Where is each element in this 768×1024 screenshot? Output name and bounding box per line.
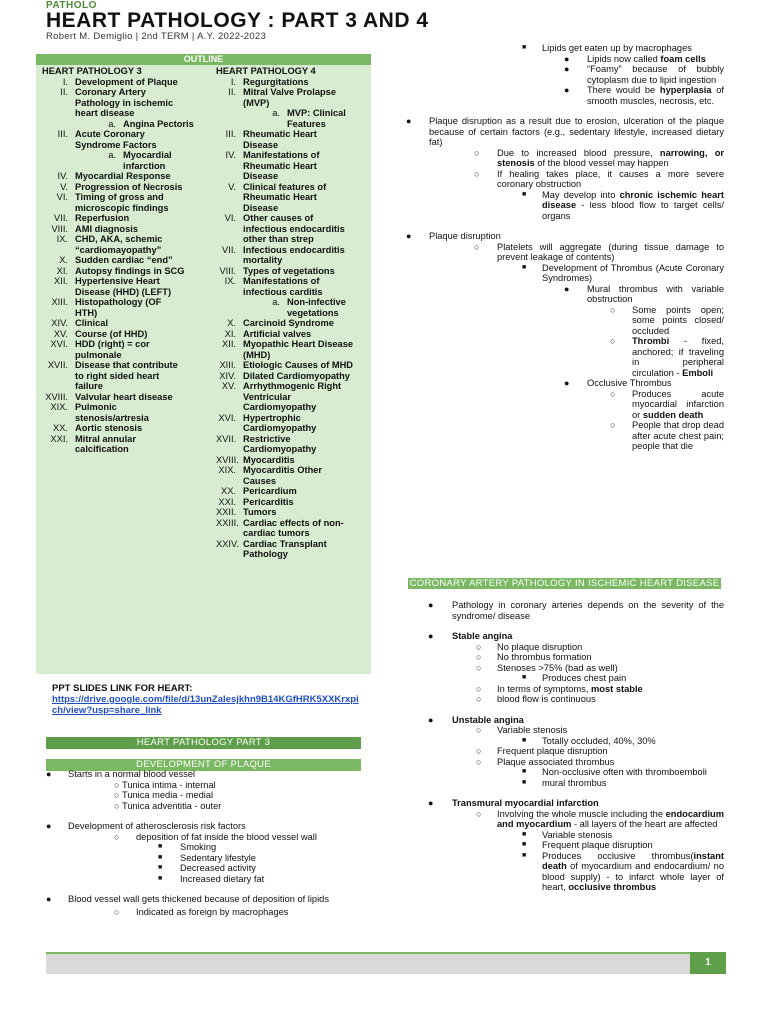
outline-item-label: Manifestations of Rheumatic Heart Disease [243,150,320,181]
outline-item [42,119,202,130]
list-item: No plaque disruption [497,641,583,652]
outline-item-label: MVP: Clinical Features [287,108,346,129]
outline-item-label: Other causes of infectious endocarditis other than strep [243,213,345,244]
outline-item-label: Hypertrophic Cardiomyopathy [243,412,317,433]
list-item: “Foamy” because of bubbly cytoplasm due to lipid ingestion [587,64,724,85]
outline-item-number: XVIII. [45,391,68,402]
outline-item-label: Dilated Cardiomyopathy [243,370,350,381]
outline-item-label: Arrhythmogenic Right Ventricular Cardiomyopathy [243,381,342,412]
outline-item-number: VII. [54,213,68,223]
list-item: Mural thrombus with variable obstruction [587,283,724,304]
outline-item-number: III. [57,129,68,139]
outline-item-number: XXII. [216,507,237,517]
page-title: HEART PATHOLOGY : PART 3 AND 4 [46,9,429,32]
list-item: Produces chest pain [542,673,627,683]
outline-item-label: Mitral annular calcification [75,433,136,454]
bold-term: foam cells [660,53,706,64]
outline-item-label: Artificial valves [243,328,312,339]
outline-right-title: HEART PATHOLOGY 4 [216,66,316,76]
list-item: deposition of fat inside the blood vessel wall [136,831,317,842]
list-item: Decreased activity [180,863,256,873]
list-item: Indicated as foreign by macrophages [136,906,289,917]
list-item: Non-occlusive often with thromboemboli [542,767,707,777]
outline-item-number: IX. [56,234,68,244]
bold-term: instant death [542,850,724,871]
outline-item-number: XX. [53,423,68,433]
list-item: If healing takes place, it causes a more severe coronary obstruction [497,168,724,189]
plaque-bar: DEVELOPMENT OF PLAQUE [46,759,361,771]
list-item: Produces occlusive thrombus( [542,850,694,861]
outline-item-number: a. [272,108,280,118]
list-item: There would be [587,85,660,95]
outline-item [42,234,202,255]
outline-item [216,497,366,508]
outline-item-number: IV. [57,171,68,181]
outline-item [216,413,366,434]
outline-item [42,171,202,182]
outline-item-label: Manifestations of infectious carditis [243,276,323,297]
list-item: Plaque associated thrombus [497,756,615,767]
outline-item-label: Clinical [75,318,109,328]
outline-item [216,381,366,413]
list-item: Frequent plaque disruption [542,840,653,850]
list-item: Starts in a normal blood vessel [68,769,196,779]
stable-angina-heading: Stable angina [452,631,513,641]
outline-item-label: Myocardial infarction [123,150,172,171]
outline-item [216,434,366,455]
list-item: mural thrombus [542,777,607,788]
outline-item [216,297,366,318]
outline-item [42,318,202,329]
outline-item [42,266,202,277]
list-item: Tunica adventitia - outer [122,800,222,811]
outline-left-title: HEART PATHOLOGY 3 [42,66,142,76]
outline-item-label: Valvular heart disease [75,391,173,402]
outline-item-number: XII. [222,339,236,349]
outline-item-label: Pericardium [243,486,297,496]
outline-item [42,192,202,213]
outline-item-number: a. [108,150,116,160]
bold-term: Emboli [682,367,714,378]
outline-item [216,486,366,497]
outline-item-number: III. [225,129,236,139]
outline-item-label: Cardiac Transplant Pathology [243,538,327,559]
outline-item-number: VIII. [51,223,68,234]
outline-item-label: Types of vegetations [243,265,335,276]
list-item: blood flow is continuous [497,694,596,704]
outline-item [42,392,202,403]
outline-item [42,339,202,360]
outline-item-number: XIII. [51,297,68,307]
outline-item-number: XXIV. [216,538,239,549]
list-item: Produces acute myocardial infarction or [632,388,724,420]
outline-item [42,224,202,235]
plaque-continued: ■ Lipids get eaten up by macrophages ● Lipids now called foam cells ● “Foamy” because of bubbly cytoplasm due to lipid ingestion ● There would be hyperplasia of smooth muscles, necrosis, etc. ● Plaque disruption as a result due to erosion, ulceration of the plaque because of certain factors (e.g., sedentary lifestyle, increased dietary fat) ○ Due to increased blood pressure, narrowing, or stenosis of the blood vessel may happen ○ If healing takes place, it causes a more severe coronary obstruction ■ May develop into chronic ischemic heart disease - less blood flow to target cells/ organs ● Plaque disruption ○ Platelets will aggregate (during tissue damage to prevent leakage of contents) ■ Development of Thrombus (Acute Coronary Syndromes) ● Mural thrombus with variable obstruction ○ Some points open; some points closed/ occluded ○ Thrombi - fixed, anchored; if traveling in peripheral circulation - Emboli ● Occlusive Thrombus ○ Produces acute myocardial infarction or sudden death ○ People that drop dead after acute chest pain; people that die [406,43,724,451]
outline-item-label: Cardiac effects of non-cardiac tumors [243,517,344,538]
outline-item-number: XVII. [47,360,68,370]
outline-item-label: Disease that contribute to right sided heart failure [75,360,178,391]
list-item: Some points open; some points closed/ occluded [632,304,724,336]
list-item: Sedentary lifestyle [180,852,256,863]
outline-item-label: AMI diagnosis [75,223,139,234]
outline-item [42,329,202,340]
outline-item-number: VIII. [219,265,236,276]
outline-item-number: XVII. [216,433,237,444]
outline-item [42,213,202,224]
outline-item [42,255,202,266]
outline-item-number: XXIII. [216,517,239,528]
outline-item [216,371,366,382]
outline-item-label: CHD, AKA, schemic “cardiomayopathy” [75,234,163,255]
list-item: Lipids get eaten up by macrophages [542,43,692,53]
list-item-tail: - less blood flow to target cells/ organs [542,200,724,221]
outline-item-label: Non-infective vegetations [287,297,346,318]
outline-item-number: I. [62,76,68,87]
outline-item-label: Histopathology (OF HTH) [75,297,162,318]
outline-item-number: XIX. [50,402,68,412]
list-item: Development of Thrombus (Acute Coronary Syndromes) [542,262,724,283]
list-item: Stenoses >75% (bad as well) [497,662,618,673]
outline-item-number: XIX. [218,465,236,475]
outline-item [216,150,366,182]
outline-item [42,276,202,297]
outline-item [216,329,366,340]
list-item: In terms of symptoms, [497,683,592,694]
outline-item-number: X. [227,318,236,328]
outline-item-label: HDD (right) = cor pulmonale [75,339,150,360]
outline-item-number: XVI. [50,339,68,349]
outline-item-number: XVIII. [216,454,239,465]
list-item-tail: - all layers of the heart are affected [571,819,718,829]
outline-item-label: Rheumatic Heart Disease [243,129,317,150]
outline-item-number: XXI. [218,496,236,507]
outline-item-number: II. [228,87,236,97]
outline-item [42,297,202,318]
course-tag: PATHOLO [46,0,97,11]
list-item: Increased dietary fat [180,873,265,884]
list-item: Variable stenosis [497,725,568,735]
outline-item-number: XII. [54,276,68,286]
list-item: May develop into [542,189,620,200]
outline-item-number: XIV. [219,370,236,381]
outline-item-number: VII. [222,244,236,255]
outline-item-label: Autopsy findings in SCG [75,265,185,276]
outline-item [42,434,202,455]
bold-term: endocardium and myocardium [497,808,724,829]
coronary-section: ● Pathology in coronary arteries depends on the severity of the syndrome/ disease ● Stable angina ○ No plaque disruption ○ No thrombus formation ○ Stenoses >75% (bad as well) ■ Produces chest pain ○ In terms of symptoms, most stable ○ blood flow is continuous ● Unstable angina ○ Variable stenosis ■ Totally occluded, 40%, 30% ○ Frequent plaque disruption ○ Plaque associated thrombus ■ Non-occlusive often with thromboemboli ■ mural thrombus ● Transmural myocardial infarction ○ Involving the whole muscle including the endocardium and myocardium - all layers of the heart are affected ■ Variable stenosis ■ Frequent plaque disruption ■ Produces occlusive thrombus(instant death of myocardium and endocardium/ no blood supply) - to infarct whole layer of heart, occlusive thrombus [428,600,724,892]
bold-term: Thrombi [632,336,670,346]
list-item: Lipids now called [587,53,661,64]
outline-item-label: Restrictive Cardiomyopathy [243,433,317,454]
page-subtitle: Robert M. Demiglio | 2nd TERM | A.Y. 2022-2023 [46,31,267,42]
outline-item-label: Development of Plaque [75,76,178,87]
outline-right-column [216,66,366,560]
outline-item-number: IX. [224,276,236,286]
outline-item-number: IV. [225,150,236,160]
list-item: Plaque disruption as a result due to erosion, ulceration of the plaque because of certain factors (e.g., sedentary lifestyle, increased dietary fat) [429,116,724,147]
outline-item [216,245,366,266]
outline-item [216,360,366,371]
outline-left-column [42,66,202,455]
list-item: Platelets will aggregate (during tissue damage to prevent leakage of contents) [497,241,724,262]
outline-item-label: Coronary Artery Pathology in ischemic heart disease [75,87,174,118]
outline-item [42,402,202,423]
list-item: Tunica media - medial [122,790,214,800]
outline-item-label: Mitral Valve Prolapse (MVP) [243,87,337,108]
outline-item-number: XV. [221,381,236,391]
list-item: Involving the whole muscle including the [497,808,666,819]
outline-item-number: XI. [56,265,68,276]
outline-item-number: II. [60,87,68,97]
outline-item-label: Acute Coronary Syndrome Factors [75,129,157,150]
list-item: Frequent plaque disruption [497,746,608,756]
outline-item-number: I. [230,76,236,87]
list-item: Blood vessel wall gets thickened because of deposition of lipids [68,894,329,904]
bold-term: narrowing, or stenosis [497,147,724,168]
bold-term: chronic ischemic heart disease [542,189,724,210]
list-item: Totally occluded, 40%, 30% [542,735,656,746]
outline-item [42,129,202,150]
outline-item-label: Aortic stenosis [75,423,143,433]
outline-item [216,318,366,329]
list-item-tail: of myocardium and endocardium/ no blood supply) - to infarct whole layer of heart, [542,861,724,892]
bold-term: hyperplasia [659,85,712,95]
outline-item [216,87,366,108]
list-item: Variable stenosis [542,829,613,840]
outline-item-label: Myocarditis Other Causes [243,465,323,486]
outline-item-label: Angina Pectoris [123,118,194,129]
outline-item [216,465,366,486]
outline-item-label: Myocarditis [243,454,295,465]
list-item: Development of atherosclerosis risk factors [68,821,246,831]
coronary-bar: CORONARY ARTERY PATHOLOGY IN ISCHEMIC HEART DISEASE [409,578,720,589]
outline-item [42,360,202,392]
slides-link[interactable]: https://drive.google.com/file/d/13unZalesjkhn9B14KGfHRK5XXKrxpich/view?usp=share_link [52,694,359,716]
list-item: Tunica intima - internal [122,779,216,790]
list-item-tail: of smooth muscles, necrosis, etc. [587,85,724,106]
outline-item [216,182,366,214]
outline-item-label: Myopathic Heart Disease (MHD) [243,339,354,360]
outline-item [216,266,366,277]
outline-item [216,108,366,129]
page-number: 1 [690,952,726,974]
outline-item [216,339,366,360]
outline-item-number: XX. [221,486,236,496]
outline-item-number: X. [59,255,68,265]
list-item: Smoking [180,842,217,852]
list-item: - fixed, anchored; if traveling in peripheral circulation - [632,336,724,378]
outline-item [216,77,366,88]
outline-item [42,87,202,119]
outline-item-label: Tumors [243,507,277,517]
list-item: People that drop dead after acute chest pain; people that die [632,420,724,451]
list-item: Plaque disruption [429,231,501,241]
outline-item [42,423,202,434]
outline-item-label: Pulmonic stenosis/artresia [75,402,149,423]
outline-item [216,276,366,297]
list-item: Pathology in coronary arteries depends on the severity of the syndrome/ disease [452,600,724,621]
outline-item-label: Sudden cardiac “end” [75,255,173,265]
outline-item-number: a. [108,118,116,129]
outline-item-label: Carcinoid Syndrome [243,318,334,328]
outline-item-label: Reperfusion [75,213,130,223]
outline-heading: OUTLINE [36,54,371,65]
list-item-tail: of the blood vessel may happen [534,158,669,168]
outline-item-number: V. [60,181,68,192]
outline-item [216,129,366,150]
list-item: Due to increased blood pressure, [497,147,660,158]
unstable-angina-heading: Unstable angina [452,714,524,725]
bold-term: most stable [591,683,643,694]
outline-item [42,77,202,88]
outline-item-number: V. [228,181,236,192]
outline-item-label: Infectious endocarditis mortality [243,244,345,265]
outline-item-label: Timing of gross and microscopic findings [75,192,169,213]
page-footer [46,952,726,974]
list-item: No thrombus formation [497,652,592,662]
outline-item-label: Course (of HHD) [75,328,148,339]
bold-term: sudden death [642,409,704,420]
outline-item-number: VI. [224,213,236,223]
outline-item [216,213,366,245]
outline-item [216,455,366,466]
outline-item-number: XI. [224,328,236,339]
outline-item-number: XVI. [218,412,236,423]
outline-item-label: Pericarditis [243,496,294,507]
outline-item-number: XIV. [51,318,68,328]
outline-item-label: Hypertensive Heart Disease (HHD) (LEFT) [75,276,172,297]
outline-item-number: XXI. [50,433,68,444]
bold-term: occlusive thrombus [568,882,657,892]
outline-item [216,507,366,518]
outline-item-number: XV. [53,328,68,339]
outline-item [42,182,202,193]
list-item: Occlusive Thrombus [587,378,672,388]
outline-item-label: Regurgitations [243,76,309,87]
outline-item-number: VI. [56,192,68,202]
outline-item-label: Etiologic Causes of MHD [243,360,354,370]
outline-item-label: Clinical features of Rheumatic Heart Disease [243,181,327,213]
outline-item [42,150,202,171]
outline-item-number: XIII. [219,360,236,370]
outline-item [216,518,366,539]
outline-item-label: Progression of Necrosis [75,181,183,192]
transmural-mi-heading: Transmural myocardial infarction [452,798,599,808]
outline-item-label: Myocardial Response [75,171,171,181]
outline-item-number: a. [272,297,280,307]
outline-item [216,539,366,560]
slides-link-label: PPT SLIDES LINK FOR HEART: [52,683,193,694]
plaque-section: ● Starts in a normal blood vessel ○ Tunica intima - internal ○ Tunica media - medial ○ Tunica adventitia - outer ● Development of atherosclerosis risk factors ○ deposition of fat inside the blood vessel wall ■ Smoking ■ Sedentary lifestyle ■ Decreased activity ■ Increased dietary fat ● Blood vessel wall gets thickened because of deposition of lipids ○ Indicated as foreign by macrophages [46,769,329,917]
part3-bar: HEART PATHOLOGY PART 3 [46,737,361,749]
